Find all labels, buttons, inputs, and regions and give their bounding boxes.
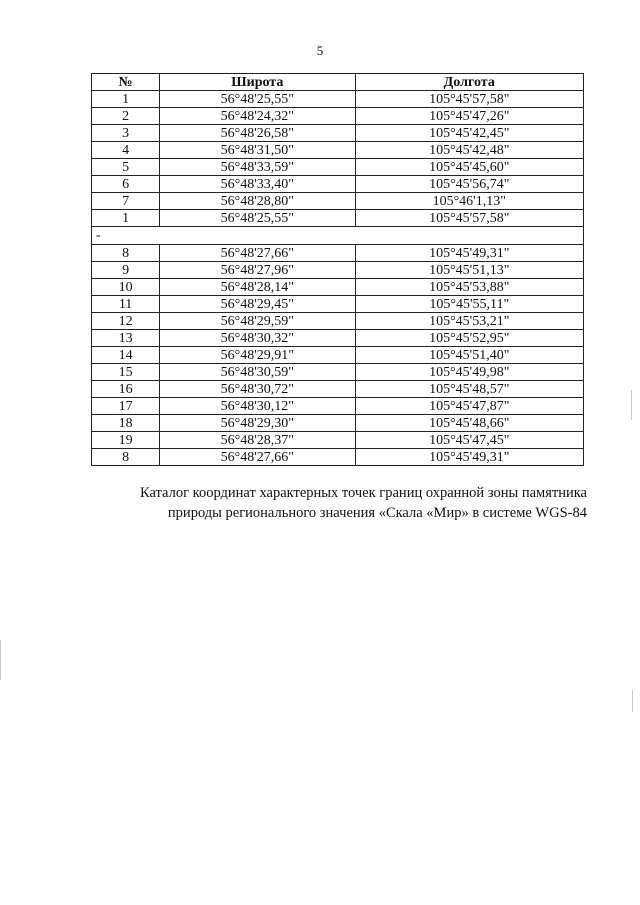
table-row [92,262,584,279]
point-number-cell: 3 [92,125,160,142]
point-number-cell: 15 [92,364,160,381]
point-number-cell: 12 [92,313,160,330]
table-row [92,193,584,210]
latitude-cell: 56°48'30,32" [160,330,355,347]
latitude-cell: 56°48'28,37" [160,432,355,449]
latitude-cell: 56°48'27,96" [160,262,355,279]
longitude-cell: 105°45'45,60" [355,159,583,176]
longitude-cell: 105°45'55,11" [355,296,583,313]
table-row [92,91,584,108]
point-number-cell: 5 [92,159,160,176]
latitude-cell: 56°48'27,66" [160,245,355,262]
longitude-cell: 105°46'1,13" [355,193,583,210]
latitude-cell: 56°48'33,59" [160,159,355,176]
point-number-cell: 14 [92,347,160,364]
header-latitude: Широта [160,74,355,91]
longitude-cell: 105°45'47,26" [355,108,583,125]
latitude-cell: 56°48'27,66" [160,449,355,466]
point-number-cell: 1 [92,210,160,227]
table-row [92,449,584,466]
coordinates-table [91,73,584,466]
longitude-cell: 105°45'48,66" [355,415,583,432]
latitude-cell: 56°48'25,55" [160,210,355,227]
caption-line-2: природы регионального значения «Скала «Мир» в системе WGS-84 [167,505,587,521]
point-number-cell: 7 [92,193,160,210]
point-number-cell: 8 [92,449,160,466]
point-number-cell: 6 [92,176,160,193]
table-row [92,432,584,449]
point-number-cell: 10 [92,279,160,296]
point-number-cell: 16 [92,381,160,398]
latitude-cell: 56°48'30,12" [160,398,355,415]
table-row [92,279,584,296]
latitude-cell: 56°48'33,40" [160,176,355,193]
point-number-cell: 4 [92,142,160,159]
separator-cell: - [92,227,584,245]
latitude-cell: 56°48'29,59" [160,313,355,330]
longitude-cell: 105°45'53,88" [355,279,583,296]
table-row [92,142,584,159]
point-number-cell: 2 [92,108,160,125]
longitude-cell: 105°45'48,57" [355,381,583,398]
longitude-cell: 105°45'49,31" [355,245,583,262]
point-number-cell: 1 [92,91,160,108]
table-row [92,108,584,125]
table-caption [91,483,587,523]
latitude-cell: 56°48'30,72" [160,381,355,398]
table-row [92,313,584,330]
separator-row [92,227,584,245]
longitude-cell: 105°45'51,13" [355,262,583,279]
table-row [92,159,584,176]
table-row [92,398,584,415]
point-number-cell: 13 [92,330,160,347]
latitude-cell: 56°48'29,91" [160,347,355,364]
longitude-cell: 105°45'47,45" [355,432,583,449]
table-row [92,176,584,193]
page-number: 5 [316,43,324,58]
table-header-row [92,74,584,91]
longitude-cell: 105°45'42,45" [355,125,583,142]
latitude-cell: 56°48'30,59" [160,364,355,381]
header-longitude: Долгота [355,74,583,91]
point-number-cell: 19 [92,432,160,449]
longitude-cell: 105°45'49,98" [355,364,583,381]
table-row [92,125,584,142]
point-number-cell: 18 [92,415,160,432]
longitude-cell: 105°45'51,40" [355,347,583,364]
latitude-cell: 56°48'29,45" [160,296,355,313]
point-number-cell: 17 [92,398,160,415]
latitude-cell: 56°48'28,14" [160,279,355,296]
longitude-cell: 105°45'57,58" [355,210,583,227]
longitude-cell: 105°45'52,95" [355,330,583,347]
table-row [92,296,584,313]
latitude-cell: 56°48'31,50" [160,142,355,159]
table-row [92,210,584,227]
table-row [92,347,584,364]
point-number-cell: 11 [92,296,160,313]
latitude-cell: 56°48'26,58" [160,125,355,142]
longitude-cell: 105°45'56,74" [355,176,583,193]
scan-artifact [0,640,1,680]
caption-line-1: Каталог координат характерных точек границ охранной зоны памятника [139,485,587,501]
table-row [92,364,584,381]
point-number-cell: 8 [92,245,160,262]
longitude-cell: 105°45'57,58" [355,91,583,108]
longitude-cell: 105°45'42,48" [355,142,583,159]
latitude-cell: 56°48'29,30" [160,415,355,432]
longitude-cell: 105°45'49,31" [355,449,583,466]
longitude-cell: 105°45'53,21" [355,313,583,330]
scan-artifact [632,690,633,712]
latitude-cell: 56°48'28,80" [160,193,355,210]
latitude-cell: 56°48'25,55" [160,91,355,108]
header-number: № [92,74,160,91]
table-row [92,415,584,432]
longitude-cell: 105°45'47,87" [355,398,583,415]
table-row [92,330,584,347]
latitude-cell: 56°48'24,32" [160,108,355,125]
table-row [92,381,584,398]
table-row [92,245,584,262]
scan-artifact [631,390,632,420]
point-number-cell: 9 [92,262,160,279]
